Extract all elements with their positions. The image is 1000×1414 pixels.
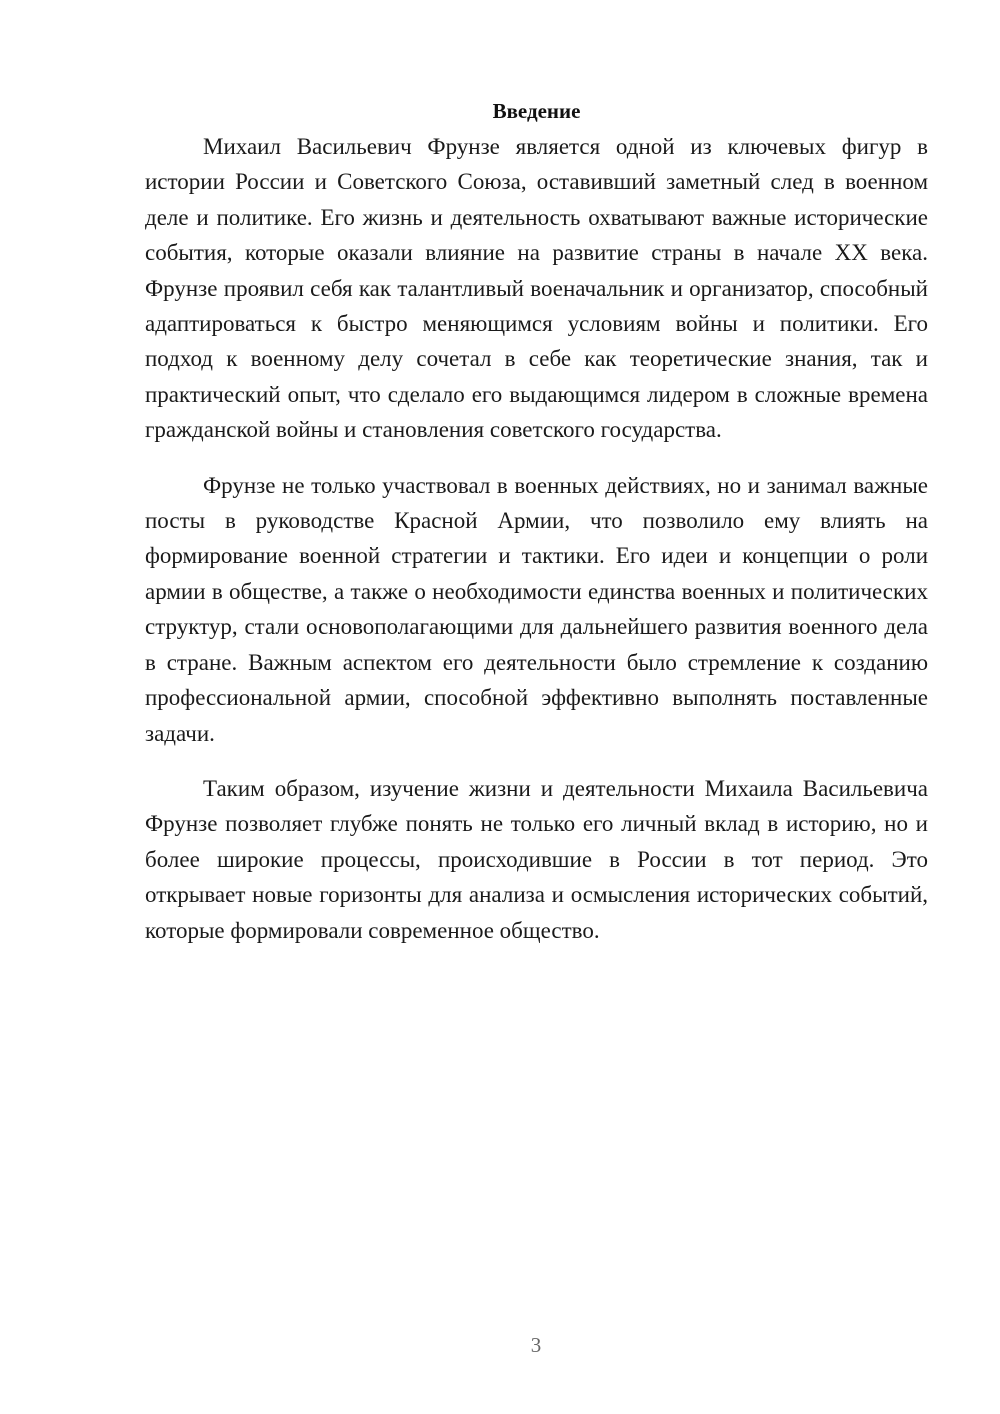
section-heading: Введение [492,99,581,123]
page-number: 3 [530,1333,542,1357]
paragraph-2: Фрунзе не только участвовал в военных действиях, но и занимал важные посты в руководстве Красной Армии, что позволило ему влиять на формирование военной стратегии и тактики. Его идеи и концепции о роли армии в обществе, а также о необходимости единства военных и политических структур, стали основополагающими для дальнейшего развития военного дела в стране. Важным аспектом его деятельности было стремление к созданию профессиональной армии, способной эффективно выполнять поставленные задачи. [145,472,928,746]
page-content [145,94,928,968]
paragraph-1: Михаил Васильевич Фрунзе является одной из ключевых фигур в истории России и Советского Союза, оставивший заметный след в военном деле и политике. Его жизнь и деятельность охватывают важные исторические события, которые оказали влияние на развитие страны в начале XX века. Фрунзе проявил себя как талантливый военачальник и организатор, способный адаптироваться к быстро меняющимся условиям войны и политики. Его подход к военному делу сочетал в себе как теоретические знания, так и практический опыт, что сделало его выдающимся лидером в сложные времена гражданской войны и становления советского государства. [145,134,928,443]
paragraph-3: Таким образом, изучение жизни и деятельности Михаила Васильевича Фрунзе позволяет глубже понять не только его личный вклад в историю, но и более широкие процессы, происходившие в России в тот период. Это открывает новые горизонты для анализа и осмысления исторических событий, которые формировали современное общество. [145,775,928,943]
